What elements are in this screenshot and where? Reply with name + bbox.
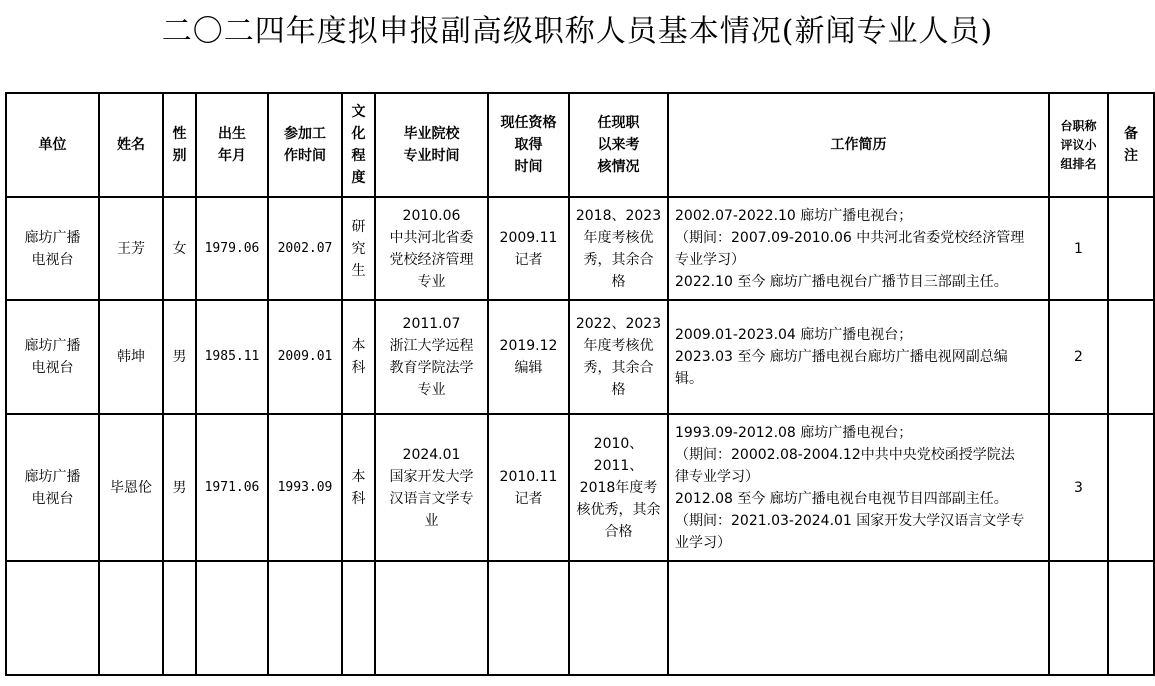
cell-birth: 1979.06 bbox=[196, 197, 268, 300]
header-rank: 台职称 评议小 组排名 bbox=[1049, 93, 1108, 197]
cell-gender: 女 bbox=[163, 197, 196, 300]
empty-cell bbox=[569, 561, 668, 675]
empty-cell bbox=[375, 561, 488, 675]
cell-school: 2024.01 国家开发大学 汉语言文学专 业 bbox=[375, 414, 488, 561]
cell-birth: 1971.06 bbox=[196, 414, 268, 561]
empty-cell bbox=[163, 561, 196, 675]
header-assessment: 任现职 以来考 核情况 bbox=[569, 93, 668, 197]
cell-name: 毕恩伦 bbox=[99, 414, 163, 561]
cell-unit: 廊坊广播 电视台 bbox=[6, 197, 99, 300]
cell-gender: 男 bbox=[163, 414, 196, 561]
table-row bbox=[6, 414, 1154, 561]
cell-work-start: 2002.07 bbox=[268, 197, 342, 300]
cell-education: 本 科 bbox=[342, 414, 375, 561]
header-birth: 出生 年月 bbox=[196, 93, 268, 197]
cell-assessment: 2018、2023 年度考核优 秀，其余合 格 bbox=[569, 197, 668, 300]
page-title: 二〇二四年度拟申报副高级职称人员基本情况(新闻专业人员) bbox=[161, 14, 994, 49]
header-name: 姓名 bbox=[99, 93, 163, 197]
empty-row bbox=[6, 561, 1154, 675]
cell-qualification: 2009.11 记者 bbox=[488, 197, 569, 300]
header-qualification: 现任资格 取得 时间 bbox=[488, 93, 569, 197]
cell-unit: 廊坊广播 电视台 bbox=[6, 300, 99, 414]
header-row bbox=[6, 93, 1154, 197]
cell-school: 2010.06 中共河北省委 党校经济管理 专业 bbox=[375, 197, 488, 300]
empty-cell bbox=[268, 561, 342, 675]
cell-rank: 1 bbox=[1049, 197, 1108, 300]
header-unit: 单位 bbox=[6, 93, 99, 197]
empty-cell bbox=[196, 561, 268, 675]
cell-gender: 男 bbox=[163, 300, 196, 414]
cell-birth: 1985.11 bbox=[196, 300, 268, 414]
cell-note bbox=[1108, 414, 1154, 561]
header-school: 毕业院校 专业时间 bbox=[375, 93, 488, 197]
header-gender: 性 别 bbox=[163, 93, 196, 197]
empty-cell bbox=[342, 561, 375, 675]
empty-cell bbox=[488, 561, 569, 675]
cell-work-start: 1993.09 bbox=[268, 414, 342, 561]
cell-resume: 2002.07-2022.10 廊坊广播电视台； （期间：2007.09-2010.06 中共河北省委党校经济管理 专业学习） 2022.10 至今 廊坊广播电视台广播节目三部副主任。 bbox=[668, 197, 1049, 300]
cell-qualification: 2010.11 记者 bbox=[488, 414, 569, 561]
cell-rank: 3 bbox=[1049, 414, 1108, 561]
cell-resume: 2009.01-2023.04 廊坊广播电视台； 2023.03 至今 廊坊广播电视台廊坊广播电视网副总编 辑。 bbox=[668, 300, 1049, 414]
cell-assessment: 2010、2011、 2018年度考 核优秀，其余 合格 bbox=[569, 414, 668, 561]
cell-qualification: 2019.12 编辑 bbox=[488, 300, 569, 414]
cell-education: 研 究 生 bbox=[342, 197, 375, 300]
empty-cell bbox=[99, 561, 163, 675]
header-note: 备 注 bbox=[1108, 93, 1154, 197]
personnel-table bbox=[5, 92, 1155, 676]
cell-name: 王芳 bbox=[99, 197, 163, 300]
table-row bbox=[6, 197, 1154, 300]
header-resume: 工作简历 bbox=[668, 93, 1049, 197]
cell-name: 韩坤 bbox=[99, 300, 163, 414]
cell-note bbox=[1108, 197, 1154, 300]
cell-rank: 2 bbox=[1049, 300, 1108, 414]
cell-unit: 廊坊广播 电视台 bbox=[6, 414, 99, 561]
cell-education: 本 科 bbox=[342, 300, 375, 414]
cell-assessment: 2022、2023 年度考核优 秀，其余合 格 bbox=[569, 300, 668, 414]
empty-cell bbox=[1049, 561, 1108, 675]
empty-cell bbox=[668, 561, 1049, 675]
table-row bbox=[6, 300, 1154, 414]
header-work-start: 参加工 作时间 bbox=[268, 93, 342, 197]
empty-cell bbox=[1108, 561, 1154, 675]
cell-note bbox=[1108, 300, 1154, 414]
cell-school: 2011.07 浙江大学远程 教育学院法学 专业 bbox=[375, 300, 488, 414]
empty-cell bbox=[6, 561, 99, 675]
cell-work-start: 2009.01 bbox=[268, 300, 342, 414]
header-education: 文 化 程 度 bbox=[342, 93, 375, 197]
cell-resume: 1993.09-2012.08 廊坊广播电视台； （期间：20002.08-2004.12中共中央党校函授学院法 律专业学习） 2012.08 至今 廊坊广播电视台电视节目四部副主任。 （期间：2021.03-2024.01 国家开发大学汉语言文学专 业学习） bbox=[668, 414, 1049, 561]
